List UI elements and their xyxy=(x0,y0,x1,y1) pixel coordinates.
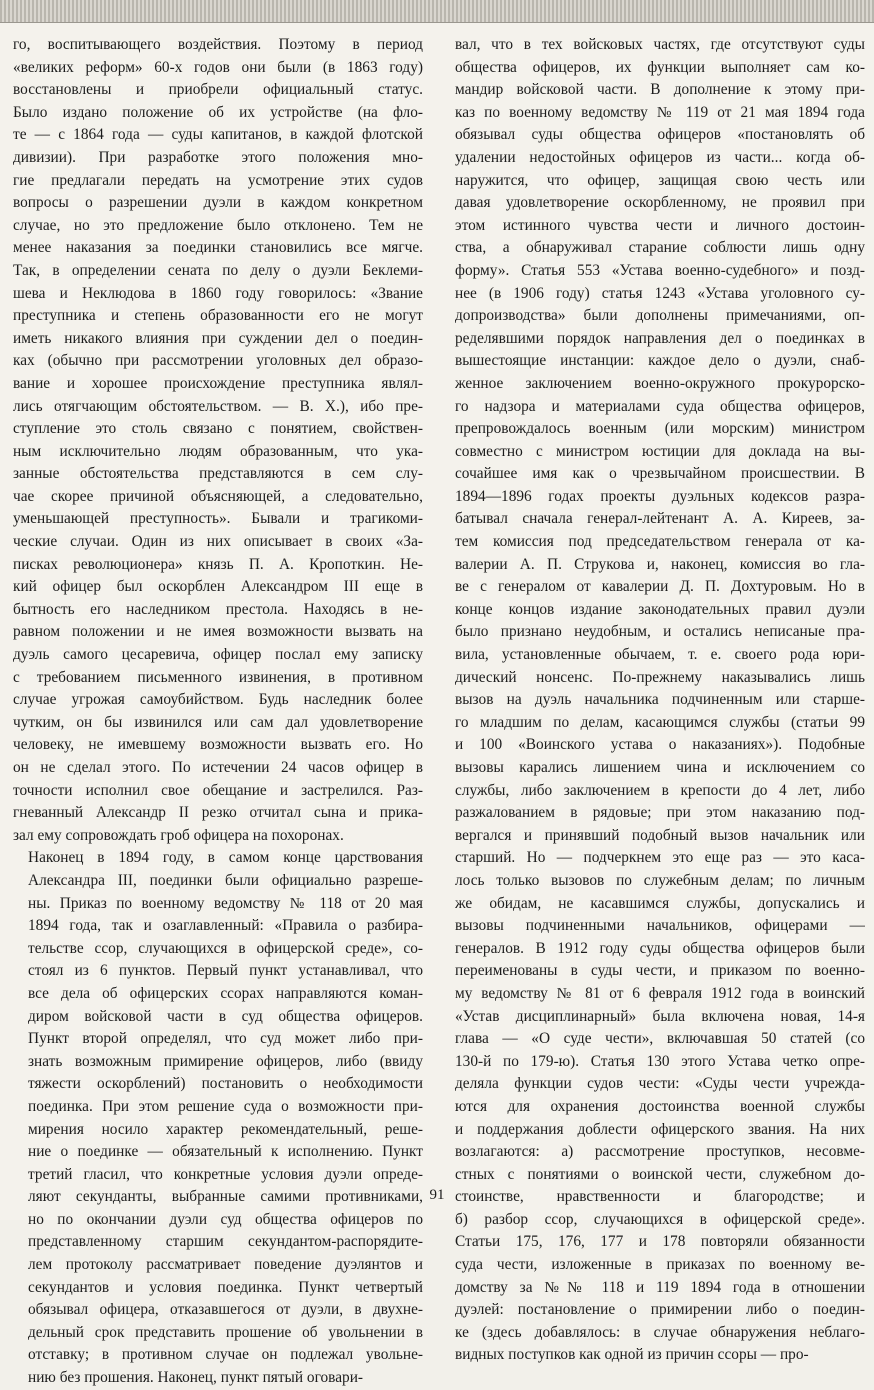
text-line: вопросы о разрешении дуэли в каждом конкретном xyxy=(13,194,423,212)
text-line: мандир войсковой части. В дополнение к этому при- xyxy=(455,81,865,99)
text-line: возлагаются: а) рассмотрение проступков, несовме- xyxy=(455,1143,865,1161)
text-line: с требованием письменного извинения, в противном xyxy=(13,668,423,686)
text-line: было признано неудобным, и остались неписаные пра- xyxy=(455,623,865,641)
text-line: дельный срок представить прошение об увольнении в xyxy=(28,1323,423,1341)
text-line: шева и Неклюдова в 1860 году говорилось: «Звание xyxy=(13,284,423,302)
text-line: домству за №№ 118 и 119 1894 года в отношении xyxy=(455,1278,865,1296)
text-line: му ведомству № 81 от 6 февраля 1912 года в воинский xyxy=(455,984,865,1002)
text-line: го, воспитывающего воздействия. Поэтому в период xyxy=(13,36,423,53)
text-line: батывал сначала генерал-лейтенант А. А. Киреев, за- xyxy=(455,510,865,528)
text-line: ны. Приказ по военному ведомству № 118 от 20 мая xyxy=(28,894,423,912)
text-line: 1894—1896 годах проекты дуэльных кодексов разра- xyxy=(455,487,865,505)
text-line: вышестоящие инстанции: каждое дело о дуэли, снаб- xyxy=(455,352,865,370)
text-line: удалении недостойных офицеров из части... когда об- xyxy=(455,148,865,166)
paragraph xyxy=(13,34,423,847)
text-line: нее (в 1906 году) статья 1243 «Устава уголовного су- xyxy=(455,284,865,302)
text-line: преступника и степень образованности его не могут xyxy=(13,307,423,325)
text-line: Статьи 175, 176, 177 и 178 повторяли обязанности xyxy=(455,1233,865,1251)
text-line: он не сделал этого. По истечении 24 часов офицер в xyxy=(13,759,423,776)
text-line: Пункт второй определял, что суд может либо при- xyxy=(28,1030,423,1048)
text-line: гие предлагали передать на усмотрение этих судов xyxy=(13,171,423,189)
text-line: нию без прошения. Наконец, пункт пятый оговари- xyxy=(28,1369,364,1387)
text-line: видных поступков как одной из причин ссоры — про- xyxy=(455,1346,809,1364)
text-line: занные обстоятельства представляются в сем слу- xyxy=(13,465,423,483)
text-line: конце концов издание законодательных правил дуэли xyxy=(455,600,865,618)
text-line: совместно с министром юстиции для доклада на вы- xyxy=(455,442,865,460)
text-line: службы, либо заключением в крепости до 4 лет, либо xyxy=(455,781,865,799)
text-line: и поддержания доблести офицерского звания. На них xyxy=(455,1120,865,1138)
right-text-column xyxy=(455,34,865,1367)
text-line: ние о поединке — обязательный к исполнению. Пункт xyxy=(28,1143,423,1161)
text-line: знать возможным примирение офицеров, либо (ввиду xyxy=(28,1052,423,1070)
text-line: суда чести, изложенные в приказах по военному ве- xyxy=(455,1256,865,1274)
text-line: случае, но это предложение было отклонено. Тем не xyxy=(13,216,423,234)
text-line: лем протоколу рассматривает поведение дуэлянтов и xyxy=(28,1256,423,1274)
text-line: восстановлены и приобрели официальный статус. xyxy=(13,81,423,99)
text-line: допроизводства» были дополнены примечаниями, оп- xyxy=(455,307,865,325)
text-line: переименованы в суды чести, и приказом по военно- xyxy=(455,962,865,980)
text-line: 130-й по 179-ю). Статья 130 этого Устава четко опре- xyxy=(455,1052,865,1070)
text-line: каз по военному ведомству № 119 от 21 мая 1894 года xyxy=(455,103,865,121)
text-line: старший. Но — подчеркнем это еще раз — это касa- xyxy=(455,849,865,867)
text-line: тем комиссия под председательством генерала от ка- xyxy=(455,533,865,551)
text-line: лись отягчающим обстоятельством. — В. Х.), ибо пре- xyxy=(13,397,423,415)
text-line: же обидам, не касавшимся службы, допускались и xyxy=(455,894,865,912)
text-line: Было издано положение об их устройстве (на фло- xyxy=(13,103,423,121)
text-line: третий гласил, что конкретные условия дуэли опреде- xyxy=(28,1165,423,1183)
text-line: валерии А. П. Струкова и, наконец, комиссия во гла- xyxy=(455,555,865,573)
text-line: и 100 «Воинского устава о наказаниях»). Подобные xyxy=(455,736,865,754)
text-line: отставку; в противном случае он подлежал увольне- xyxy=(28,1346,423,1364)
text-line: форму». Статья 553 «Устава военно-судебного» и позд- xyxy=(455,261,865,279)
text-line: писках революционера» князь П. А. Кропоткин. Не- xyxy=(13,555,423,573)
text-line: равном положении и не имея возможности вызвать на xyxy=(13,623,423,641)
text-line: этом истинного чувства чести и личного достоин- xyxy=(455,216,865,234)
text-line: зал ему сопровождать гроб офицера на похоронах. xyxy=(13,826,344,844)
paragraph xyxy=(455,34,865,1367)
text-line: «Устав дисциплинарный» была включена новая, 14-я xyxy=(455,1007,865,1025)
text-line: «великих реформ» 60-х годов они были (в 1863 году) xyxy=(13,58,423,76)
text-line: обязывал офицера, отказавшегося от дуэли, в двухне- xyxy=(28,1301,423,1319)
text-line: точности исполнил свое обещание и застрелился. Раз- xyxy=(13,781,423,799)
text-line: бытность его наследником престола. Находясь в не- xyxy=(13,600,423,618)
text-line: го младшим по делам, касающимся службы (статьи 99 xyxy=(455,713,865,731)
text-line: гневанный Александр II резко отчитал сына и прика- xyxy=(13,804,423,822)
text-line: стоял из 6 пунктов. Первый пункт устанавливал, что xyxy=(28,962,423,980)
text-line: чае скорее причиной объясняющей, а следовательно, xyxy=(13,487,423,505)
text-line: вила, установленные обычаем, т. е. своего рода юри- xyxy=(455,646,865,664)
text-line: общества офицеров, их функции выполняет сам ко- xyxy=(455,58,865,76)
text-line: женное заключением военно-окружного прокурорско- xyxy=(455,374,865,392)
text-line: тяжести оскорблений) постановить о необходимости xyxy=(28,1075,423,1093)
text-line: вызов на дуэль начальника подчиненным или старше- xyxy=(455,691,865,709)
text-line: иметь никакого влияния при суждении дел о поедин- xyxy=(13,329,423,347)
text-line: секундантов и условия поединка. Пункт четвертый xyxy=(28,1278,423,1296)
text-line: ках (обычно при рассмотрении уголовных дел образо- xyxy=(13,352,423,370)
text-line: препровождалось военным (или морским) министром xyxy=(455,420,865,438)
text-line: вал, что в тех войсковых частях, где отсутствуют суды xyxy=(455,36,865,53)
text-line: лось только вызовов по служебным делам; по личным xyxy=(455,871,865,889)
text-line: стоинстве, нравственности и благородстве; и xyxy=(455,1188,865,1206)
text-line: давая удовлетворение оскорбленному, не проявил при xyxy=(455,194,865,212)
text-line: ства, а обнаруживал старание соблюсти лишь одну xyxy=(455,239,865,257)
text-line: вызовы карались лишением чина и исключением со xyxy=(455,759,865,776)
text-line: вызовы подчиненными начальников, офицерами — xyxy=(455,917,865,935)
text-line: поединка. При этом решение суда о возможности при- xyxy=(28,1097,423,1115)
text-line: ляют секунданты, выбранные самими противниками, xyxy=(28,1188,423,1206)
text-line: дический нонсенс. По-прежнему наказывались лишь xyxy=(455,668,865,686)
text-line: случае угрожая самоубийством. Будь наследник более xyxy=(13,691,423,709)
text-line: ке (здесь добавлялось: в случае обнаружения неблаго- xyxy=(455,1323,865,1341)
text-line: Так, в определении сената по делу о дуэли Беклеми- xyxy=(13,261,423,279)
paragraph xyxy=(13,847,423,1389)
text-line: стных с понятиями о воинской чести, служебном до- xyxy=(455,1165,865,1183)
text-line: вергался и принявший подобный вызов начальник или xyxy=(455,826,865,844)
page-number: 91 xyxy=(429,1187,445,1203)
text-line: диром войсковой части в суд общества офицеров. xyxy=(28,1007,423,1025)
text-line: ве с генералом от кавалерии Д. П. Дохтуровым. Но в xyxy=(455,578,865,596)
text-line: менее наказания за поединки становились все мягче. xyxy=(13,239,423,257)
text-line: ным исключительно людям образованным, что ука- xyxy=(13,442,423,460)
text-line: дуэлей: постановление о примирении либо о поедин- xyxy=(455,1301,865,1319)
text-line: глава — «О суде чести», включавшая 50 статей (со xyxy=(455,1030,865,1048)
text-line: Александра III, поединки были официально разреше- xyxy=(28,871,423,889)
text-line: ределявшими порядок направления дел о поединках в xyxy=(455,329,865,347)
text-line: кий офицер был оскорблен Александром III еще в xyxy=(13,578,423,596)
text-line: но по окончании дуэли суд общества офицеров по xyxy=(28,1210,423,1228)
text-line: 1894 года, так и озаглавленный: «Правила о разбира- xyxy=(28,917,423,935)
text-line: дивизии). При разработке этого положения мно- xyxy=(13,148,423,166)
text-line: вание и хорошее происхождение преступника являл- xyxy=(13,374,423,392)
text-line: чутким, он бы извинился или сам дал удовлетворение xyxy=(13,713,423,731)
text-line: разжалованием в рядовые; при этом наказанию под- xyxy=(455,804,865,822)
text-line: представленному старшим секундантом-распорядите- xyxy=(28,1233,423,1251)
text-line: ступление это столь связано с понятием, свойствен- xyxy=(13,420,423,438)
text-line: го надзора и материалами суда общества офицеров, xyxy=(455,397,865,415)
text-line: б) разбор ссор, случающихся в офицерской среде». xyxy=(455,1210,865,1228)
text-line: тельстве ссор, случающихся в офицерской среде», со- xyxy=(28,939,423,957)
text-line: сочайшее имя как о чрезвычайном происшествии. В xyxy=(455,465,865,483)
text-line: дуэль самого цесаревича, офицер послал ему записку xyxy=(13,646,423,664)
text-line: наружится, что офицер, защищая свою честь или xyxy=(455,171,865,189)
scan-top-band xyxy=(0,0,874,23)
text-line: те — с 1864 года — суды капитанов, в каждой флотской xyxy=(13,126,423,144)
text-line: уменьшающей преступность». Бывали и трагикоми- xyxy=(13,510,423,528)
text-line: мирения носило характер рекомендательный, реше- xyxy=(28,1120,423,1138)
text-line: человеку, не имевшему возможности вызвать его. Но xyxy=(13,736,423,754)
text-line: обязывал суды общества офицеров «постановлять об xyxy=(455,126,865,144)
text-line: Наконец в 1894 году, в самом конце царствования xyxy=(28,849,423,867)
text-line: генералов. В 1912 году суды общества офицеров были xyxy=(455,939,865,957)
text-line: ческие случаи. Один из них описывает в своих «За- xyxy=(13,533,423,551)
text-line: деляла функции судов чести: «Суды чести учрежда- xyxy=(455,1075,865,1093)
text-line: все дела об офицерских ссорах направляются коман- xyxy=(28,984,423,1002)
text-line: ются для охранения достоинства военной службы xyxy=(455,1097,865,1115)
